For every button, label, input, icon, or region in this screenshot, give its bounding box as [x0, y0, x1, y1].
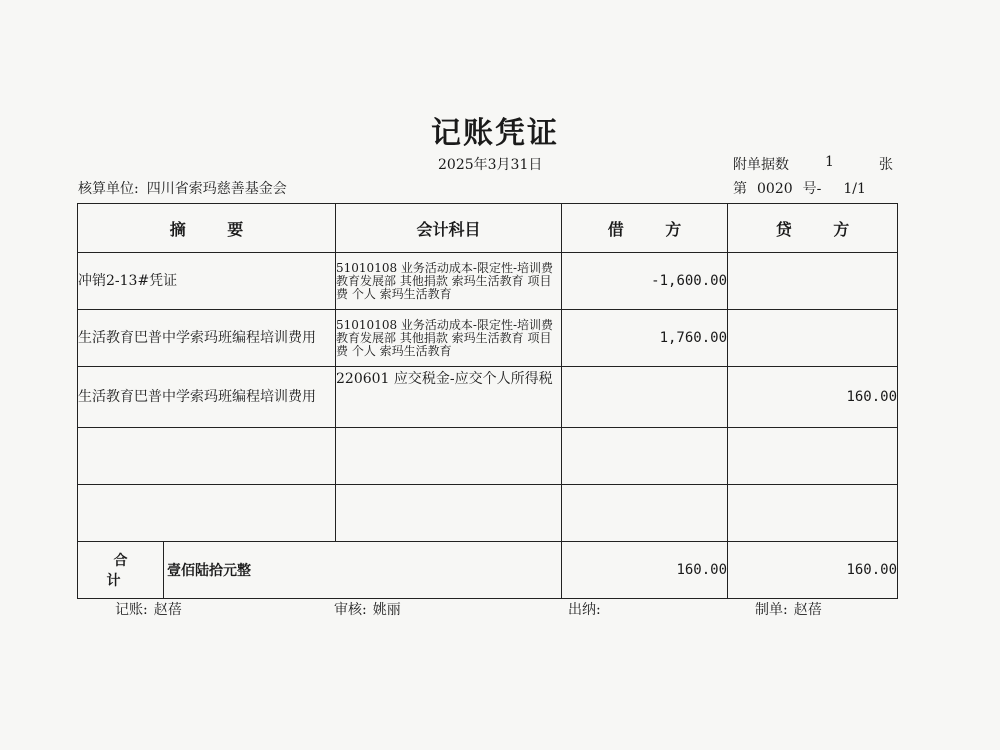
voucher-number [733, 178, 866, 198]
cashier-label: 出纳: [568, 602, 601, 618]
cashier [568, 599, 607, 619]
total-in-words: 壹佰陆拾元整 [164, 542, 562, 599]
voucher-date: 2025年3月31日 [438, 157, 543, 173]
preparer-name: 赵蓓 [793, 602, 822, 618]
voucher-number-value: 0020 [757, 181, 793, 197]
entry-debit: -1,600.00 [562, 253, 728, 310]
total-debit: 160.00 [562, 542, 728, 599]
total-credit: 160.00 [728, 542, 898, 599]
header-summary: 摘 要 [78, 204, 336, 253]
entry-debit: 1,760.00 [562, 310, 728, 367]
voucher-page: 1/1 [843, 181, 866, 197]
entry-summary [78, 485, 336, 542]
entry-summary: 生活教育巴普中学索玛班编程培训费用 [78, 310, 336, 367]
header-debit: 借 方 [562, 204, 728, 253]
table-row [78, 428, 898, 485]
table-row [78, 485, 898, 542]
voucher-number-prefix: 第 [733, 181, 747, 197]
attachment-count [733, 154, 893, 174]
entry-summary: 冲销2-13#凭证 [78, 253, 336, 310]
entry-account: 51010108 业务活动成本-限定性-培训费 教育发展部 其他捐款 索玛生活教育 项目费 个人 索玛生活教育 [336, 310, 562, 367]
header-credit: 贷 方 [728, 204, 898, 253]
entry-account: 220601 应交税金-应交个人所得税 [336, 367, 562, 428]
entry-credit [728, 253, 898, 310]
voucher-table [77, 203, 898, 599]
entry-summary [78, 428, 336, 485]
bookkeeper [115, 599, 182, 619]
preparer [755, 599, 822, 619]
total-label: 合 计 [78, 542, 164, 599]
header-account: 会计科目 [336, 204, 562, 253]
reviewer [334, 599, 401, 619]
reviewer-label: 审核: [334, 602, 367, 618]
voucher-title: 记账凭证 [431, 116, 559, 151]
attachment-unit: 张 [879, 157, 893, 173]
attachment-label: 附单据数 [733, 157, 789, 173]
entry-debit [562, 367, 728, 428]
reviewer-name: 姚丽 [372, 602, 401, 618]
table-row [78, 367, 898, 428]
entry-credit: 160.00 [728, 367, 898, 428]
entry-credit [728, 485, 898, 542]
entry-credit [728, 310, 898, 367]
entry-account: 51010108 业务活动成本-限定性-培训费 教育发展部 其他捐款 索玛生活教育 项目费 个人 索玛生活教育 [336, 253, 562, 310]
accounting-unit-value: 四川省索玛慈善基金会 [146, 181, 287, 197]
accounting-unit [78, 178, 287, 198]
entry-debit [562, 485, 728, 542]
preparer-label: 制单: [755, 602, 788, 618]
table-row [78, 310, 898, 367]
bookkeeper-name: 赵蓓 [153, 602, 182, 618]
table-row [78, 253, 898, 310]
voucher-number-suffix: 号- [802, 181, 822, 197]
total-row [78, 542, 898, 599]
entry-account [336, 485, 562, 542]
entry-summary: 生活教育巴普中学索玛班编程培训费用 [78, 367, 336, 428]
attachment-number: 1 [825, 154, 834, 170]
entry-credit [728, 428, 898, 485]
entry-debit [562, 428, 728, 485]
entry-account [336, 428, 562, 485]
accounting-unit-label: 核算单位: [78, 181, 139, 197]
bookkeeper-label: 记账: [115, 602, 148, 618]
